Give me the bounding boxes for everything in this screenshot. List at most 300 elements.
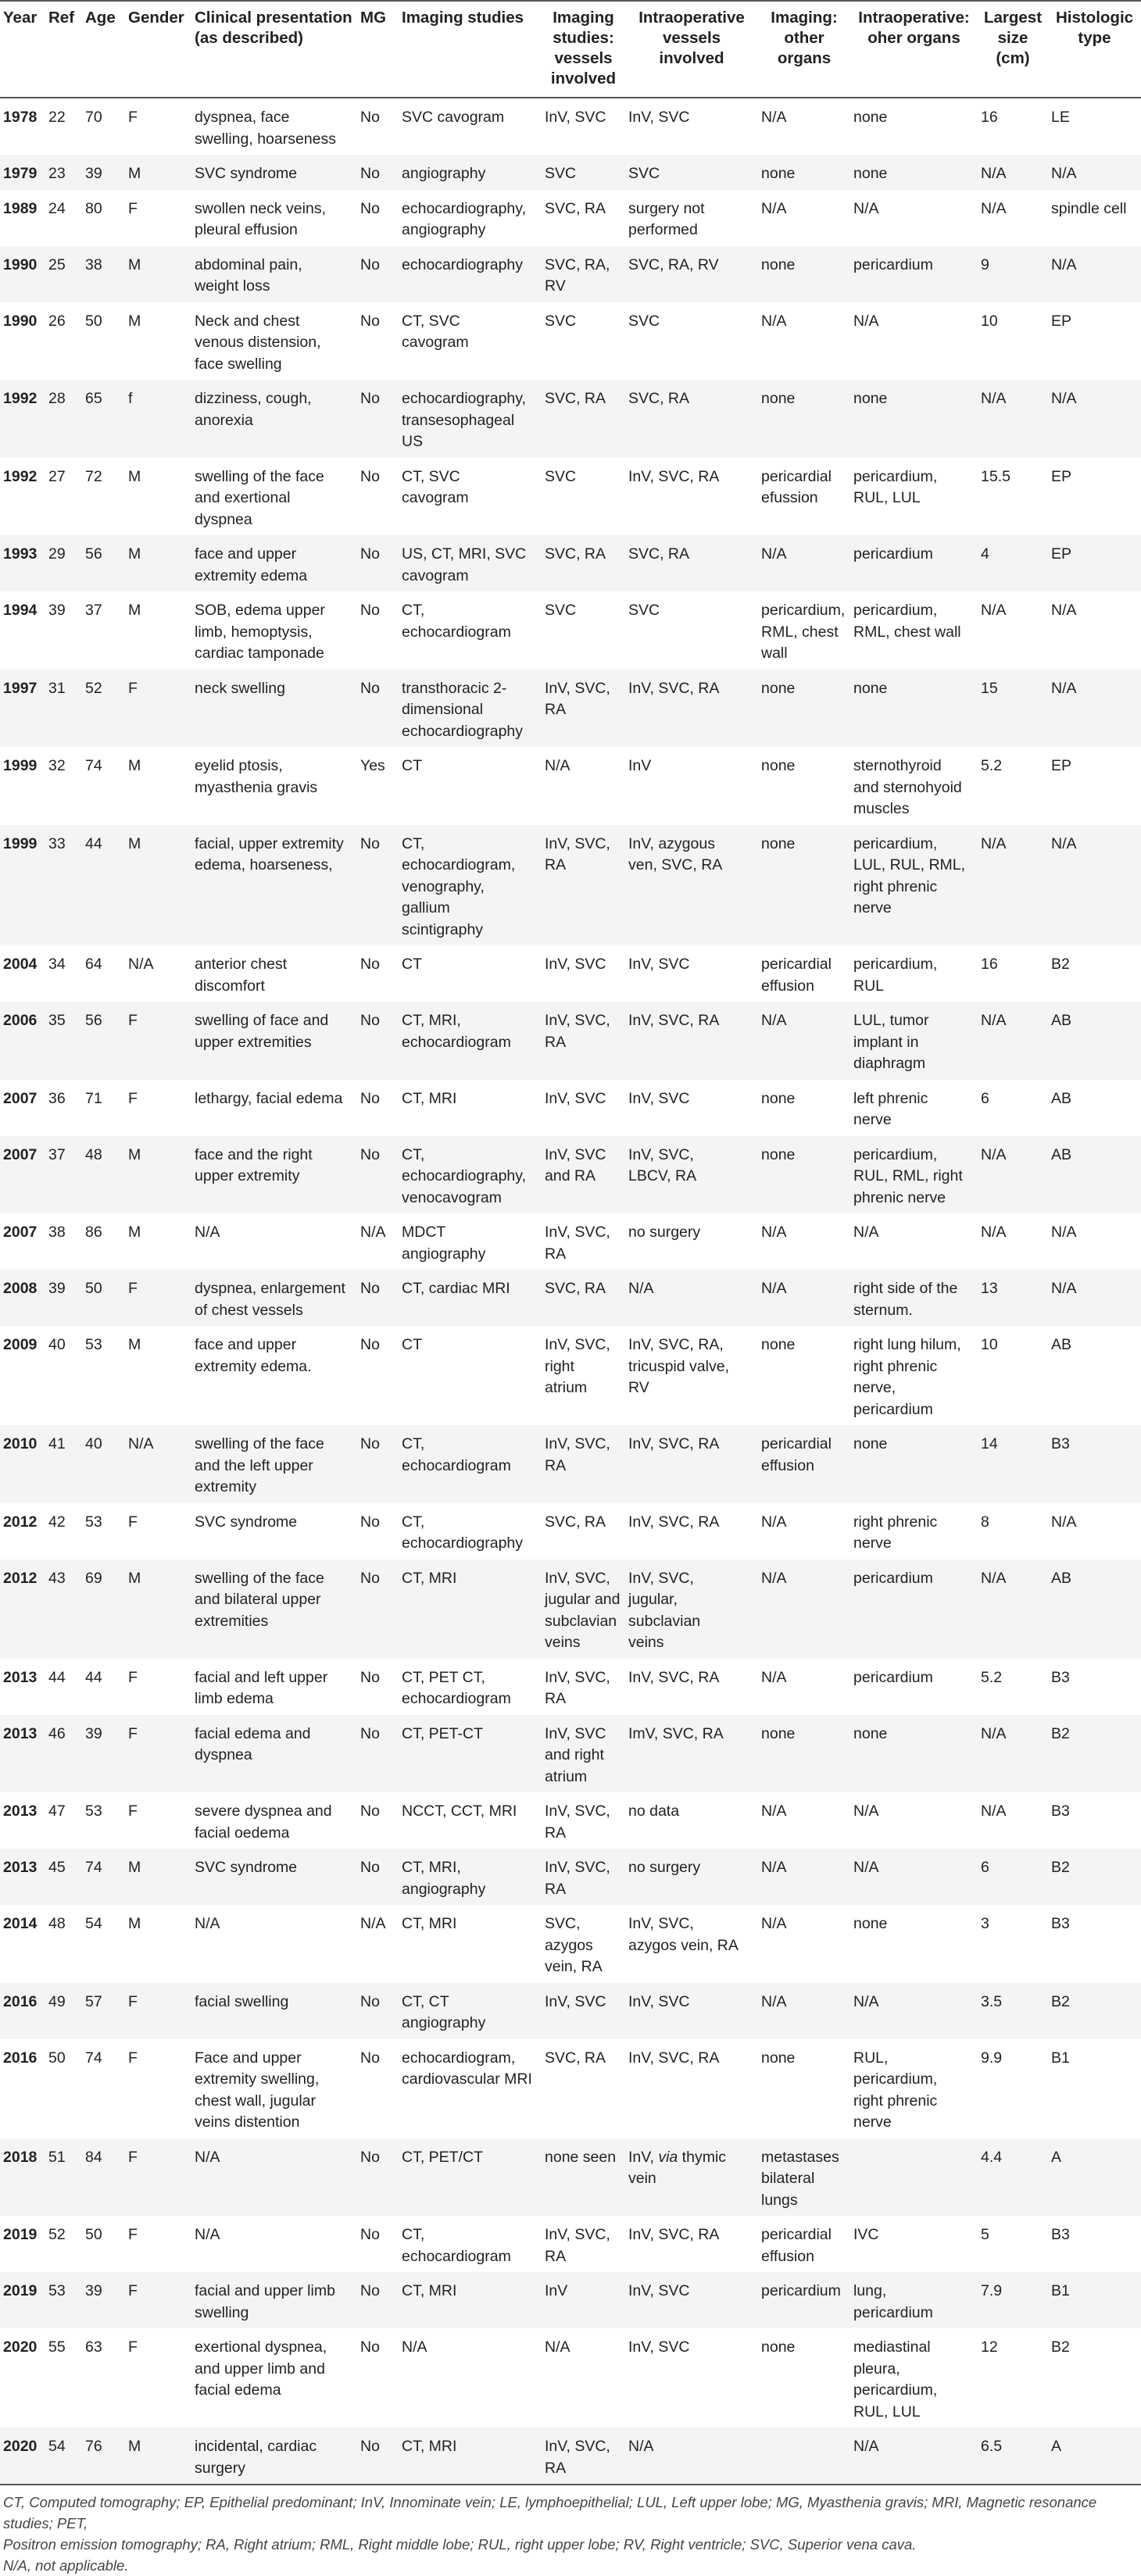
cell-imaging-vessels: N/A — [545, 2338, 570, 2356]
cell-age: 52 — [82, 670, 125, 748]
cell-imaging-studies: CT, echocardiogram — [399, 1425, 542, 1503]
cell-mg: No — [360, 2338, 380, 2356]
cell-year: 2020 — [3, 2338, 38, 2356]
cell-histologic-type: B2 — [1051, 956, 1070, 973]
cell-largest-size: 9 — [978, 246, 1048, 302]
cell-ref: 54 — [45, 2428, 82, 2485]
cell-imaging-other-organs: N/A — [761, 199, 787, 217]
cell-age: 72 — [85, 467, 102, 485]
cell-imaging-other-organs: none — [758, 380, 850, 458]
cell-imaging-vessels: InV — [542, 2272, 625, 2328]
cell-year: 2009 — [3, 1336, 38, 1353]
cell-gender: F — [128, 1089, 138, 1107]
cell-age: 56 — [82, 535, 125, 591]
cell-mg: N/A — [360, 1224, 386, 1241]
cell-year: 2019 — [0, 2272, 45, 2328]
cell-clinical-presentation: swollen neck veins, pleural effusion — [195, 199, 326, 238]
cell-age: 53 — [85, 1336, 102, 1353]
cell-imaging-vessels: InV, SVC, RA — [542, 825, 625, 946]
cell-year: 1979 — [0, 155, 45, 190]
cell-mg: No — [357, 1983, 399, 2039]
cell-histologic-type: B2 — [1048, 1983, 1141, 2039]
cell-imaging-studies: CT, CT angiography — [399, 1983, 542, 2039]
cell-histologic-type: spindle cell — [1051, 199, 1127, 217]
cell-year: 2008 — [0, 1270, 45, 1326]
cell-clinical-presentation: N/A — [195, 1915, 220, 1932]
header-imaging-other-organs: Imaging: other organs — [758, 1, 850, 98]
cell-gender: M — [125, 155, 191, 190]
cell-year: 2013 — [0, 1849, 45, 1905]
cell-largest-size: N/A — [978, 155, 1048, 190]
cell-age: 80 — [85, 199, 102, 217]
cell-imaging-vessels: SVC, RA — [545, 2049, 606, 2067]
cell-histologic-type: EP — [1051, 312, 1072, 330]
cell-imaging-studies: CT, cardiac MRI — [399, 1270, 542, 1326]
cell-clinical-presentation: facial swelling — [191, 1983, 357, 2039]
cell-gender: N/A — [128, 956, 154, 973]
cell-imaging-other-organs: N/A — [761, 109, 787, 126]
cell-mg: No — [360, 1336, 380, 1353]
cell-mg: No — [360, 602, 380, 619]
table-footnote: CT, Computed tomography; EP, Epithelial predominant; InV, Innominate vein; LE, lymphoepithelial; LUL, Left upper lobe; MG, Myasthenia gravis; MRI, Magnetic resonance studies; PET, Positron emission tomography; RA, Right atrium; RML, Right middle lobe; RUL, right upper lobe; RV, Right ventricle; SVC, Superior vena cava. N/A, not applicable. — [3, 2494, 1097, 2574]
cell-age: 40 — [82, 1425, 125, 1503]
cell-clinical-presentation: facial, upper extremity edema, hoarseness, — [191, 825, 357, 946]
cell-year: 2020 — [0, 2428, 45, 2485]
header-imaging-studies: Imaging studies — [399, 1, 542, 98]
cell-intraoperative-vessels: InV, SVC — [628, 2338, 690, 2356]
cell-clinical-presentation: facial edema and dyspnea — [191, 1715, 357, 1793]
cell-ref: 33 — [45, 825, 82, 946]
cell-intraoperative-vessels: SVC — [625, 155, 758, 190]
cell-gender: M — [125, 535, 191, 591]
cell-intraoperative-vessels: InV, SVC, RA — [625, 1425, 758, 1503]
cell-imaging-studies: echocardiography, transesophageal US — [399, 380, 542, 458]
cell-imaging-studies: CT, MRI, echocardiogram — [399, 1002, 542, 1080]
cell-largest-size: N/A — [978, 1560, 1048, 1659]
cell-year: 2006 — [0, 1002, 45, 1080]
cell-ref: 40 — [48, 1336, 66, 1353]
cell-intraoperative-vessels: N/A — [625, 2428, 758, 2485]
cell-ref: 37 — [45, 1136, 82, 1214]
cell-mg: No — [357, 825, 399, 946]
table-row — [0, 1213, 1141, 1270]
cell-largest-size: N/A — [978, 1002, 1048, 1080]
cell-ref: 38 — [48, 1224, 66, 1241]
cell-gender: F — [128, 2049, 138, 2067]
cell-intraoperative-other-organs: sternothyroid and sternohyoid muscles — [853, 757, 962, 817]
cell-intraoperative-other-organs: pericardium, RUL, RML, right phrenic nerve — [850, 1136, 978, 1214]
cell-largest-size: 15.5 — [981, 467, 1010, 485]
cell-intraoperative-other-organs: pericardium, LUL, RUL, RML, right phrenic nerve — [850, 825, 978, 946]
cell-gender: M — [128, 602, 141, 619]
cell-imaging-studies: CT — [402, 1336, 422, 1353]
cell-age: 70 — [85, 109, 102, 126]
cell-histologic-type: B2 — [1048, 1849, 1141, 1905]
cell-ref: 32 — [48, 757, 66, 774]
cell-year: 2019 — [3, 2226, 38, 2243]
cell-mg: No — [357, 246, 399, 302]
cell-age: 44 — [82, 825, 125, 946]
cell-histologic-type: AB — [1048, 1560, 1141, 1659]
cell-imaging-other-organs: N/A — [761, 1668, 787, 1686]
cell-imaging-vessels: N/A — [545, 757, 570, 774]
cell-largest-size: 5 — [981, 2226, 989, 2243]
cell-ref: 49 — [45, 1983, 82, 2039]
cell-year: 1978 — [3, 109, 38, 126]
cell-intraoperative-other-organs: right phrenic nerve — [853, 1513, 938, 1552]
table-row — [0, 1792, 1141, 1849]
cell-imaging-other-organs: N/A — [761, 312, 787, 330]
cell-mg: No — [360, 1802, 380, 1820]
cell-histologic-type: A — [1048, 2138, 1141, 2217]
cell-clinical-presentation: N/A — [195, 1224, 220, 1241]
cell-clinical-presentation: neck swelling — [191, 670, 357, 748]
cell-intraoperative-other-organs: left phrenic nerve — [853, 1089, 928, 1128]
cell-year: 1992 — [0, 380, 45, 458]
cell-largest-size: 14 — [978, 1425, 1048, 1503]
cell-gender: M — [125, 825, 191, 946]
cell-gender: F — [128, 2338, 138, 2356]
cell-histologic-type: B2 — [1051, 2338, 1070, 2356]
cell-intraoperative-vessels: InV, SVC, LBCV, RA — [625, 1136, 758, 1214]
table-row — [0, 246, 1141, 302]
table-row — [0, 1425, 1141, 1503]
cell-year: 2013 — [3, 1802, 38, 1820]
cell-mg: No — [357, 1849, 399, 1905]
cell-imaging-other-organs: N/A — [758, 1560, 850, 1659]
table-row — [0, 98, 1141, 155]
header-intraoperative-other-organs: Intraoperative: oher organs — [850, 1, 978, 98]
cell-largest-size: 8 — [981, 1513, 989, 1531]
cell-clinical-presentation: Neck and chest venous distension, face swelling — [195, 312, 321, 373]
cell-age: 39 — [82, 155, 125, 190]
cell-intraoperative-other-organs: pericardium — [850, 535, 978, 591]
cell-imaging-other-organs: none — [758, 155, 850, 190]
cell-imaging-other-organs: N/A — [761, 1802, 787, 1820]
cell-intraoperative-vessels: InV, SVC, RA, tricuspid valve, RV — [628, 1336, 729, 1396]
table-body — [0, 98, 1141, 2485]
cell-year: 2016 — [0, 1983, 45, 2039]
cell-year: 1994 — [3, 602, 38, 619]
cell-intraoperative-vessels: InV, SVC, RA — [625, 1002, 758, 1080]
cell-histologic-type: N/A — [1048, 1270, 1141, 1326]
cell-histologic-type: EP — [1048, 535, 1141, 591]
cell-ref: 23 — [45, 155, 82, 190]
cell-clinical-presentation: abdominal pain, weight loss — [191, 246, 357, 302]
cell-imaging-vessels: InV, SVC, RA — [545, 1224, 610, 1263]
cell-imaging-vessels: InV, SVC, RA — [542, 1849, 625, 1905]
cell-intraoperative-vessels: InV, SVC — [628, 956, 690, 973]
cell-age: 84 — [82, 2138, 125, 2217]
cell-gender: M — [128, 1336, 141, 1353]
cell-histologic-type: N/A — [1051, 1513, 1077, 1531]
cell-histologic-type: N/A — [1048, 825, 1141, 946]
cell-imaging-other-organs: pericardial effusion — [761, 2226, 832, 2265]
cell-ref: 24 — [48, 199, 66, 217]
cell-intraoperative-other-organs: LUL, tumor implant in diaphragm — [850, 1002, 978, 1080]
cell-year: 2016 — [3, 2049, 38, 2067]
cell-imaging-vessels: SVC, azygos vein, RA — [545, 1915, 603, 1975]
table-row — [0, 2216, 1141, 2272]
cell-age: 71 — [85, 1089, 102, 1107]
cell-intraoperative-other-organs: pericardium, RUL, LUL — [853, 467, 938, 506]
cell-mg: No — [357, 1425, 399, 1503]
cell-ref: 50 — [48, 2049, 66, 2067]
cell-imaging-studies: transthoracic 2- dimensional echocardiography — [399, 670, 542, 748]
cell-imaging-studies: CT, MRI — [399, 2272, 542, 2328]
cell-intraoperative-vessels: InV, SVC, RA — [628, 2049, 720, 2067]
cell-histologic-type: B1 — [1048, 2272, 1141, 2328]
cell-histologic-type: LE — [1051, 109, 1070, 126]
cell-intraoperative-other-organs: N/A — [853, 312, 879, 330]
cell-histologic-type: B2 — [1048, 1715, 1141, 1793]
cell-histologic-type: EP — [1051, 467, 1072, 485]
cell-age: 56 — [82, 1002, 125, 1080]
cell-imaging-studies: echocardiography, angiography — [402, 199, 526, 238]
cell-clinical-presentation: N/A — [191, 2138, 357, 2217]
cell-gender: F — [125, 1002, 191, 1080]
cell-intraoperative-vessels: no surgery — [628, 1224, 701, 1241]
cell-year: 2007 — [3, 1089, 38, 1107]
table-row — [0, 1905, 1141, 1983]
cell-largest-size: N/A — [981, 1802, 1007, 1820]
cell-gender: F — [128, 109, 138, 126]
cell-mg: No — [360, 1513, 380, 1531]
cell-intraoperative-other-organs: N/A — [850, 1849, 978, 1905]
cell-largest-size: N/A — [978, 1136, 1048, 1214]
cell-imaging-vessels: InV, SVC and RA — [542, 1136, 625, 1214]
cell-imaging-other-organs: N/A — [758, 1983, 850, 2039]
cell-histologic-type: AB — [1048, 1136, 1141, 1214]
cell-gender: M — [125, 246, 191, 302]
cell-intraoperative-vessels: InV, SVC — [625, 2272, 758, 2328]
cell-gender: f — [125, 380, 191, 458]
header-gender: Gender — [125, 1, 191, 98]
cell-mg: No — [357, 1715, 399, 1793]
cell-gender: F — [128, 1668, 138, 1686]
cell-mg: No — [360, 109, 380, 126]
cell-largest-size: 6 — [978, 1849, 1048, 1905]
header-clinical-presentation: Clinical presentation (as described) — [191, 1, 357, 98]
cell-largest-size: 4 — [978, 535, 1048, 591]
cell-ref: 51 — [45, 2138, 82, 2217]
cell-clinical-presentation: N/A — [195, 2226, 220, 2243]
cell-year: 2018 — [0, 2138, 45, 2217]
cell-histologic-type: N/A — [1051, 1224, 1077, 1241]
cell-intraoperative-vessels: InV, SVC — [625, 1983, 758, 2039]
cell-largest-size: 4.4 — [978, 2138, 1048, 2217]
cell-largest-size: N/A — [981, 602, 1007, 619]
cell-ref: 39 — [48, 602, 66, 619]
cell-intraoperative-vessels: surgery not performed — [628, 199, 705, 238]
cell-mg: No — [357, 2138, 399, 2217]
cell-largest-size: 3 — [981, 1915, 989, 1932]
cell-intraoperative-vessels: InV, SVC, RA — [628, 1668, 720, 1686]
cell-largest-size: 6.5 — [978, 2428, 1048, 2485]
cell-intraoperative-vessels: InV, SVC — [628, 109, 690, 126]
cell-histologic-type: EP — [1051, 757, 1072, 774]
table-row — [0, 2138, 1141, 2217]
cell-mg: No — [360, 2049, 380, 2067]
cell-histologic-type: N/A — [1048, 246, 1141, 302]
table-row — [0, 2039, 1141, 2138]
cell-ref: 36 — [48, 1089, 66, 1107]
cell-imaging-vessels: SVC, RA — [545, 1513, 606, 1531]
cell-histologic-type: A — [1048, 2428, 1141, 2485]
cell-age: 64 — [85, 956, 102, 973]
cell-gender: F — [128, 1513, 138, 1531]
cell-imaging-other-organs: pericardial effusion — [761, 956, 832, 995]
cell-imaging-other-organs: none — [761, 1336, 796, 1353]
cell-imaging-studies: SVC cavogram — [402, 109, 505, 126]
cell-clinical-presentation: incidental, cardiac surgery — [191, 2428, 357, 2485]
cell-intraoperative-vessels: SVC — [628, 602, 660, 619]
cell-gender: M — [125, 2428, 191, 2485]
cell-ref: 35 — [45, 1002, 82, 1080]
cell-imaging-studies: CT, PET-CT — [399, 1715, 542, 1793]
cell-imaging-vessels: SVC, RA — [542, 535, 625, 591]
cell-clinical-presentation: dyspnea, face swelling, hoarseness — [195, 109, 337, 148]
cell-largest-size: 10 — [981, 312, 998, 330]
cell-imaging-vessels: SVC — [545, 467, 577, 485]
cell-imaging-other-organs: none — [758, 825, 850, 946]
cell-intraoperative-other-organs: pericardium — [850, 246, 978, 302]
table-row — [0, 1983, 1141, 2039]
cell-ref: 27 — [48, 467, 66, 485]
cell-imaging-other-organs: pericardial efussion — [761, 467, 832, 506]
cell-year: 2012 — [3, 1513, 38, 1531]
cell-ref: 55 — [48, 2338, 66, 2356]
table-header-row — [0, 1, 1141, 98]
cell-imaging-vessels: InV, SVC — [545, 1089, 606, 1107]
cell-imaging-studies: CT, echocardiogram — [402, 2226, 511, 2265]
cell-histologic-type: N/A — [1051, 602, 1077, 619]
cell-gender: F — [125, 1270, 191, 1326]
table-row — [0, 591, 1141, 670]
cell-year: 1990 — [0, 246, 45, 302]
cell-imaging-vessels: InV, SVC, jugular and subclavian veins — [542, 1560, 625, 1659]
cell-imaging-other-organs: N/A — [758, 1270, 850, 1326]
cell-age: 50 — [85, 2226, 102, 2243]
cell-largest-size: 5.2 — [981, 757, 1003, 774]
table-row — [0, 1136, 1141, 1214]
cell-intraoperative-vessels: InV, via thymic vein — [625, 2138, 758, 2217]
cell-ref: 43 — [45, 1560, 82, 1659]
cell-intraoperative-other-organs — [850, 2138, 978, 2217]
cell-imaging-other-organs: none — [761, 2049, 796, 2067]
cell-gender: M — [125, 1849, 191, 1905]
cell-imaging-studies: CT, MRI — [399, 2428, 542, 2485]
cell-year: 2013 — [3, 1668, 38, 1686]
cell-age: 53 — [85, 1513, 102, 1531]
cell-largest-size: 15 — [978, 670, 1048, 748]
cell-clinical-presentation: Face and upper extremity swelling, chest wall, jugular veins distention — [195, 2049, 320, 2131]
cell-imaging-vessels: InV, SVC — [545, 109, 606, 126]
cell-largest-size: 16 — [981, 956, 998, 973]
table-row — [0, 458, 1141, 536]
cell-mg: No — [357, 155, 399, 190]
cell-age: 50 — [85, 312, 102, 330]
cell-gender: F — [125, 2272, 191, 2328]
cell-intraoperative-other-organs: right lung hilum, right phrenic nerve, pericardium — [853, 1336, 961, 1418]
cell-intraoperative-other-organs: N/A — [850, 2428, 978, 2485]
cell-imaging-studies: US, CT, MRI, SVC cavogram — [399, 535, 542, 591]
cell-histologic-type: B3 — [1051, 2226, 1070, 2243]
cell-intraoperative-other-organs: none — [850, 380, 978, 458]
cell-intraoperative-other-organs: lung, pericardium — [850, 2272, 978, 2328]
cell-largest-size: 12 — [981, 2338, 998, 2356]
cell-imaging-vessels: InV, SVC, RA — [545, 1668, 610, 1707]
cell-imaging-vessels: InV, SVC, RA — [542, 2428, 625, 2485]
cell-gender: M — [128, 1224, 141, 1241]
cell-intraoperative-other-organs: pericardium — [850, 1560, 978, 1659]
cell-imaging-studies: echocardiography — [399, 246, 542, 302]
cell-histologic-type: B3 — [1048, 1425, 1141, 1503]
table-row — [0, 155, 1141, 190]
cell-imaging-other-organs: pericardium, RML, chest wall — [761, 602, 846, 662]
header-ref: Ref — [45, 1, 82, 98]
cell-ref: 46 — [45, 1715, 82, 1793]
table-row — [0, 1560, 1141, 1659]
cell-mg: No — [357, 1270, 399, 1326]
cell-ref: 34 — [48, 956, 66, 973]
table-row — [0, 1270, 1141, 1326]
table-row — [0, 2328, 1141, 2428]
cell-gender: M — [128, 757, 141, 774]
cell-age: 54 — [85, 1915, 102, 1932]
cell-imaging-vessels: InV, SVC, RA — [542, 1002, 625, 1080]
cell-clinical-presentation: swelling of the face and the left upper extremity — [191, 1425, 357, 1503]
cell-ref: 52 — [48, 2226, 66, 2243]
cell-imaging-studies: CT, PET CT, echocardiogram — [402, 1668, 511, 1707]
cell-imaging-studies: CT, SVC cavogram — [402, 312, 469, 351]
cell-histologic-type: B3 — [1051, 1668, 1070, 1686]
cell-imaging-other-organs: none — [758, 246, 850, 302]
cell-year: 2014 — [3, 1915, 38, 1932]
cell-imaging-other-organs: metastases bilateral lungs — [758, 2138, 850, 2217]
cell-ref: 26 — [48, 312, 66, 330]
cell-mg: No — [357, 380, 399, 458]
cell-ref: 44 — [48, 1668, 66, 1686]
cell-intraoperative-other-organs: mediastinal pleura, pericardium, RUL, LUL — [853, 2338, 938, 2421]
cell-age: 38 — [82, 246, 125, 302]
cell-intraoperative-vessels: InV — [628, 757, 652, 774]
table-row — [0, 1503, 1141, 1560]
cell-histologic-type: B3 — [1051, 1915, 1070, 1932]
cell-mg: No — [360, 1668, 380, 1686]
cell-imaging-studies: CT, MRI — [402, 1089, 457, 1107]
cell-clinical-presentation: face and upper extremity edema — [191, 535, 357, 591]
cell-mg: No — [357, 2428, 399, 2485]
cell-intraoperative-other-organs: pericardium, RUL — [853, 956, 938, 995]
cell-imaging-other-organs: N/A — [758, 535, 850, 591]
cell-clinical-presentation: swelling of the face and bilateral upper extremities — [191, 1560, 357, 1659]
cell-intraoperative-vessels: ImV, SVC, RA — [625, 1715, 758, 1793]
cell-intraoperative-other-organs: none — [850, 670, 978, 748]
cell-largest-size: 16 — [981, 109, 998, 126]
cell-largest-size: 5.2 — [981, 1668, 1003, 1686]
cell-ref: 25 — [45, 246, 82, 302]
cell-gender: M — [128, 1915, 141, 1932]
cell-ref: 48 — [48, 1915, 66, 1932]
cell-ref: 22 — [48, 109, 66, 126]
cell-gender: F — [125, 1715, 191, 1793]
cell-imaging-studies: CT, echocardiogram — [402, 602, 511, 641]
cell-clinical-presentation: SVC syndrome — [195, 1513, 298, 1531]
cell-intraoperative-vessels: SVC, RA — [625, 380, 758, 458]
cell-mg: N/A — [360, 1915, 386, 1932]
table-row — [0, 670, 1141, 748]
